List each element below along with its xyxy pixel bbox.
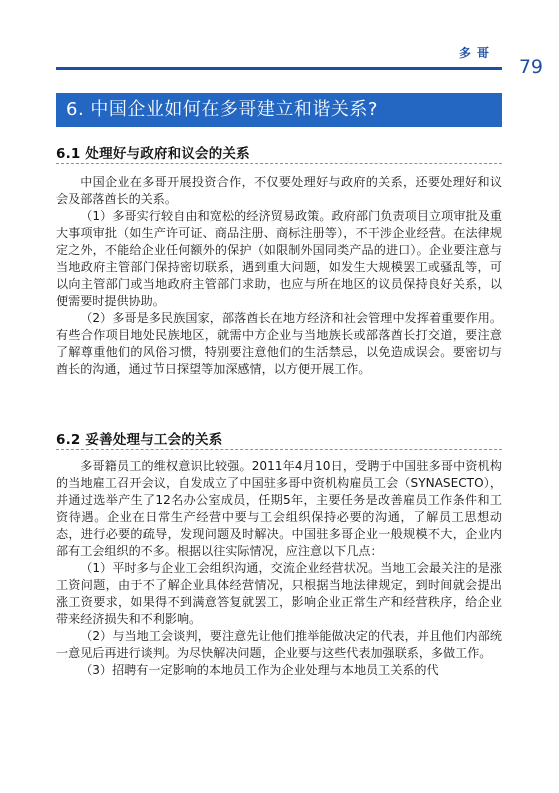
section-title-6-1: 6.1 处理好与政府和议会的关系	[56, 146, 250, 162]
section-title-6-2: 6.2 妥善处理与工会的关系	[56, 432, 223, 448]
running-title: 多哥	[458, 46, 495, 60]
chapter-title: 6. 中国企业如何在多哥建立和谐关系?	[56, 93, 502, 127]
section-divider	[56, 163, 502, 164]
paragraph: （2）多哥是多民族国家，部落酋长在地方经济和社会管理中发挥着重要作用。有些合作项目地处民族地区，就需中方企业与当地族长或部落酋长打交道，要注意了解尊重他们的风俗习惯，特别要注意他们的生活禁忌，以免造成误会。要密切与酋长的沟通，通过节日探望等加深感情，以方便开展工作。	[56, 311, 502, 376]
paragraph: （3）招聘有一定影响的本地员工作为企业处理与本地员工关系的代	[80, 663, 439, 677]
paragraph: 中国企业在多哥开展投资合作，不仅要处理好与政府的关系，还要处理好和议会及部落酋长的关系。	[56, 175, 502, 206]
section-body-6-2	[56, 458, 502, 679]
page-number: 79	[518, 56, 543, 78]
section-divider	[56, 449, 502, 450]
paragraph: 多哥籍员工的维权意识比较强。2011年4月10日，受聘于中国驻多哥中资机构的当地雇工召开会议，自发成立了中国驻多哥中资机构雇员工会（SYNASECTO），并通过选举产生了12名办公室成员，任期5年，主要任务是改善雇员工作条件和工资待遇。企业在日常生产经营中要与工会组织保持必要的沟通，了解员工思想动态，进行必要的疏导，发现问题及时解决。中国驻多哥企业一般规模不大，企业内部有工会组织的不多。根据以往实际情况，应注意以下几点：	[56, 459, 502, 558]
paragraph: （1）平时多与企业工会组织沟通，交流企业经营状况。当地工会最关注的是涨工资问题，由于不了解企业具体经营情况，只根据当地法律规定，到时间就会提出涨工资要求，如果得不到满意答复就罢工，影响企业正常生产和经营秩序，给企业带来经济损失和不利影响。	[56, 561, 502, 626]
section-body-6-1	[56, 174, 502, 378]
paragraph: （1）多哥实行较自由和宽松的经济贸易政策。政府部门负责项目立项审批及重大事项审批（如生产许可证、商品注册、商标注册等），不干涉企业经营。在法律规定之外，不能给企业任何额外的保护（如限制外国同类产品的进口）。企业要注意与当地政府主管部门保持密切联系，遇到重大问题，如发生大规模罢工或骚乱等，可以向主管部门或当地政府主管部门求助，也应与所在地区的议员保持良好关系，以便需要时提供协助。	[56, 209, 502, 308]
paragraph: （2）与当地工会谈判，要注意先让他们推举能做决定的代表，并且他们内部统一意见后再进行谈判。为尽快解决问题，企业要与这些代表加强联系，多做工作。	[56, 629, 502, 660]
header-rule	[56, 67, 502, 70]
